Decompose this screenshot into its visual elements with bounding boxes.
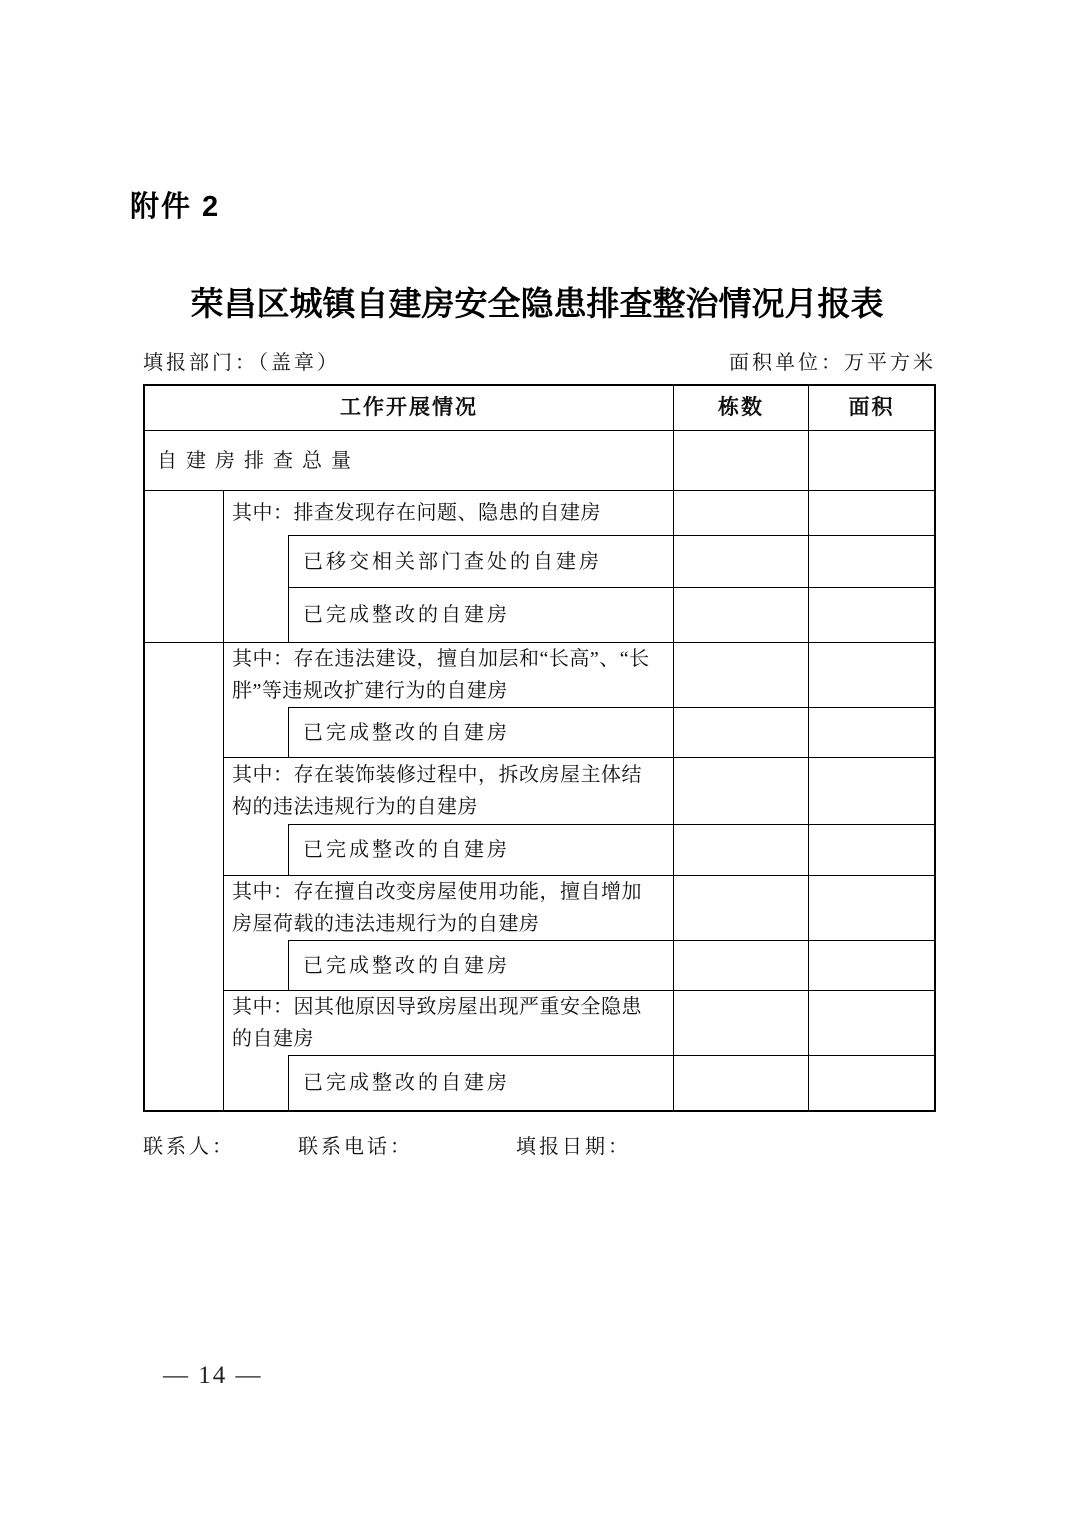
table-row — [145, 587, 934, 642]
indent-spacer-cell — [224, 940, 289, 990]
area-cell — [808, 535, 934, 587]
header-row — [145, 386, 934, 430]
table-row — [145, 990, 934, 1055]
row-label: 已完成整改的自建房 — [289, 1055, 673, 1110]
indent-spacer-cell — [224, 535, 289, 587]
footer-row — [143, 1130, 631, 1159]
indent-spacer-cell — [145, 1055, 224, 1110]
indent-spacer-cell — [145, 940, 224, 990]
unit-label: 面积单位：万平方米 — [729, 352, 936, 374]
attachment-label: 附件 2 — [130, 191, 221, 223]
count-cell — [673, 757, 808, 824]
row-label: 其中：存在擅自改变房屋使用功能，擅自增加房屋荷载的违法违规行为的自建房 — [224, 875, 673, 940]
area-cell — [808, 1055, 934, 1110]
count-cell — [673, 707, 808, 757]
table-row-total — [145, 430, 934, 490]
count-cell — [673, 587, 808, 642]
area-cell — [808, 587, 934, 642]
meta-row — [143, 346, 936, 375]
phone-label: 联系电话： — [298, 1136, 413, 1158]
row-label: 其中：存在违法建设，擅自加层和“长高”、“长胖”等违规改扩建行为的自建房 — [224, 642, 673, 707]
count-cell — [673, 875, 808, 940]
indent-spacer-cell — [145, 707, 224, 757]
area-cell — [808, 490, 934, 535]
department-label: 填报部门：（盖章） — [143, 352, 340, 374]
indent-spacer-cell — [145, 642, 224, 707]
indent-spacer-cell — [145, 535, 224, 587]
table-row — [145, 490, 934, 535]
row-label: 已完成整改的自建房 — [289, 940, 673, 990]
row-label: 已移交相关部门查处的自建房 — [289, 535, 673, 587]
count-cell — [673, 430, 808, 490]
row-label: 其中：排查发现存在问题、隐患的自建房 — [224, 490, 673, 535]
row-label: 已完成整改的自建房 — [289, 707, 673, 757]
header-area-cell: 面积 — [808, 386, 934, 430]
indent-spacer-cell — [224, 587, 289, 642]
page-number: — 14 — — [163, 1362, 263, 1389]
indent-spacer-cell — [145, 587, 224, 642]
area-cell — [808, 430, 934, 490]
count-cell — [673, 824, 808, 875]
table-row — [145, 940, 934, 990]
area-cell — [808, 940, 934, 990]
count-cell — [673, 490, 808, 535]
table-row — [145, 875, 934, 940]
count-cell — [673, 535, 808, 587]
indent-spacer-cell — [145, 875, 224, 940]
area-cell — [808, 642, 934, 707]
count-cell — [673, 940, 808, 990]
area-cell — [808, 875, 934, 940]
table-row — [145, 824, 934, 875]
area-cell — [808, 707, 934, 757]
indent-spacer-cell — [145, 490, 224, 535]
row-label: 自建房排查总量 — [145, 430, 673, 490]
indent-spacer-cell — [145, 757, 224, 824]
row-label: 其中：因其他原因导致房屋出现严重安全隐患的自建房 — [224, 990, 673, 1055]
area-cell — [808, 824, 934, 875]
row-label: 其中：存在装饰装修过程中，拆改房屋主体结构的违法违规行为的自建房 — [224, 757, 673, 824]
count-cell — [673, 642, 808, 707]
report-table — [143, 384, 936, 1112]
row-label: 已完成整改的自建房 — [289, 824, 673, 875]
contact-label: 联系人： — [143, 1136, 235, 1158]
area-cell — [808, 757, 934, 824]
table-row — [145, 1055, 934, 1110]
indent-spacer-cell — [224, 824, 289, 875]
page-title: 荣昌区城镇自建房安全隐患排查整治情况月报表 — [190, 287, 884, 323]
indent-spacer-cell — [224, 707, 289, 757]
indent-spacer-cell — [145, 824, 224, 875]
header-work-cell: 工作开展情况 — [340, 396, 478, 419]
indent-spacer-cell — [145, 990, 224, 1055]
header-count-cell: 栋数 — [673, 386, 808, 430]
count-cell — [673, 1055, 808, 1110]
indent-spacer-cell — [224, 1055, 289, 1110]
count-cell — [673, 990, 808, 1055]
table-row — [145, 535, 934, 587]
table-row — [145, 707, 934, 757]
table-row — [145, 642, 934, 707]
row-label: 已完成整改的自建房 — [289, 587, 673, 642]
table-row — [145, 757, 934, 824]
date-label: 填报日期： — [516, 1136, 631, 1158]
area-cell — [808, 990, 934, 1055]
